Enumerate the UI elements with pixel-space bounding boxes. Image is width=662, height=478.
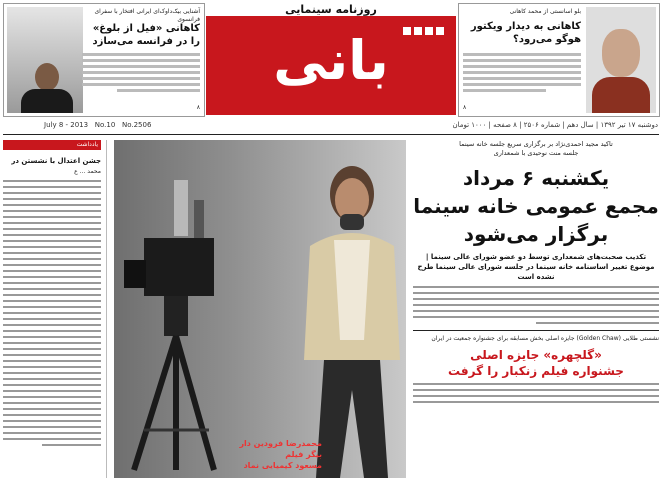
right-teaser-kicker: بلو اسانستی از محمد کاهانی	[509, 8, 581, 15]
masthead-subtitle: روزنامه سینمایی	[206, 3, 456, 16]
main-deck: تکذیب صحبت‌های شمعداری توسط دو عضو شورای عالی سینما | موضوع تغییر اساسنامه خانه سینما در جلسه شورای عالی سینما طرح نشده است	[417, 253, 655, 281]
film-camera-icon	[124, 180, 214, 470]
volume: No.10	[94, 121, 116, 129]
teaser-photo-man	[7, 7, 83, 113]
left-teaser-headline[interactable]: کاهانی «فیل از بلوغ» را در فرانسه می‌سازد	[92, 23, 200, 47]
left-teaser-kicker: آشنایی بیک‌داوک‌ای ایرانی افتخار با سفرای فرانسوی	[94, 8, 200, 23]
lead-photo[interactable]	[114, 140, 406, 478]
column-author: محمد ... ع	[74, 168, 101, 175]
photo-caption	[232, 438, 322, 471]
column-headline[interactable]: جشن اعتدال با نشستن در	[11, 157, 101, 165]
right-teaser-page: ۸	[463, 104, 467, 111]
main-kicker-2: جلسه منت نوحیدی با شمعداری	[493, 149, 579, 157]
second-body	[413, 383, 659, 403]
main-kicker: تاکید مجید احمدی‌نژاد بر برگزاری سریع جلسه خانه سینما	[459, 140, 613, 148]
right-teaser-body	[463, 50, 581, 95]
director-figure	[294, 160, 406, 478]
issue-info-fa: دوشنبه ۱۷ تیر ۱۳۹۲ | سال دهم | شماره ۲۵۰۶ | ۸ صفحه | ۱۰۰۰ تومان	[452, 121, 658, 129]
main-headline-3[interactable]: برگزار می‌شود	[463, 222, 609, 246]
date-en: July 8 - 2013	[44, 121, 89, 129]
teaser-photo-portrait	[586, 7, 656, 113]
photo-caption-line2: مسعود کیمیایی نماد	[243, 461, 322, 470]
right-teaser[interactable]	[458, 3, 660, 117]
masthead-title: بانی	[273, 29, 389, 92]
header-rule	[3, 134, 659, 135]
main-headline-1[interactable]: یکشنبه ۶ مرداد	[462, 166, 610, 190]
left-teaser-body	[82, 50, 200, 95]
second-headline-2[interactable]: جشنواره فیلم زنکبار را گرفت	[448, 364, 624, 378]
column-body	[3, 180, 101, 446]
left-teaser-page: ۸	[196, 104, 200, 111]
right-teaser-headline[interactable]: کاهانی به دیدار ویکتور هوگو می‌رود؟	[470, 21, 581, 45]
second-headline-1[interactable]: «گلچهره» جایزه اصلی	[470, 348, 602, 362]
story-divider	[413, 330, 659, 331]
number-en: No.2506	[121, 121, 152, 129]
left-teaser[interactable]	[3, 3, 205, 117]
issue-date-en	[44, 118, 164, 132]
column-divider	[106, 140, 107, 478]
masthead	[206, 3, 456, 115]
second-kicker: نشستی طلایی (Golden Chaw) جایزه اصلی بخش مسابقه برای جشنواره جمعیت در ایران	[431, 335, 659, 342]
main-story[interactable]	[413, 140, 659, 478]
main-headline-2[interactable]: مجمع عمومی خانه سینما	[413, 194, 659, 218]
left-column	[3, 140, 101, 478]
column-tag: یادداشت	[3, 140, 101, 150]
main-body	[413, 286, 659, 324]
photo-caption-line1: محمدرضا فرودین دار بیگر فیلم	[239, 439, 322, 459]
